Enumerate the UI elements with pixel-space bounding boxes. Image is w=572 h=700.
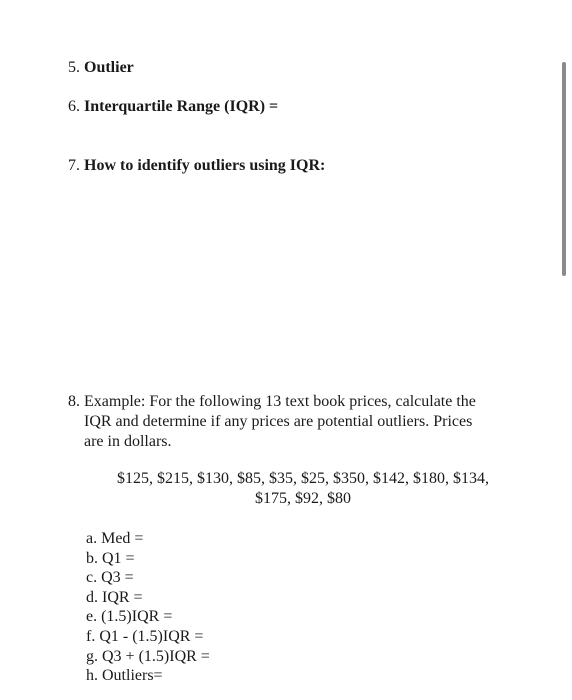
answer-parts-list bbox=[86, 529, 210, 686]
example-line-2: IQR and determine if any prices are potential outliers. Prices bbox=[84, 413, 473, 430]
question-7 bbox=[68, 156, 325, 176]
question-6 bbox=[68, 97, 278, 117]
question-7-title: How to identify outliers using IQR: bbox=[84, 157, 326, 174]
part-h: h. Outliers= bbox=[86, 667, 163, 685]
question-6-title: Interquartile Range (IQR) = bbox=[84, 98, 279, 115]
part-a: a. Med = bbox=[86, 530, 144, 547]
example-line-1: 8. Example: For the following 13 text book prices, calculate the bbox=[68, 393, 476, 410]
question-7-number: 7. bbox=[68, 157, 80, 174]
part-c: c. Q3 = bbox=[86, 569, 134, 587]
question-5 bbox=[68, 58, 134, 78]
question-5-number: 5. bbox=[68, 59, 80, 76]
part-g: g. Q3 + (1.5)IQR = bbox=[86, 647, 210, 665]
price-list-line-2: $175, $92, $80 bbox=[255, 490, 351, 507]
vertical-scrollbar[interactable] bbox=[562, 62, 566, 276]
example-line-3: are in dollars. bbox=[84, 433, 172, 450]
part-f: f. Q1 - (1.5)IQR = bbox=[86, 627, 204, 645]
example-8 bbox=[68, 392, 508, 452]
part-d: d. IQR = bbox=[86, 588, 143, 606]
price-list-line-1: $125, $215, $130, $85, $35, $25, $350, $142, $180, $134, bbox=[117, 470, 489, 487]
question-5-title: Outlier bbox=[84, 59, 134, 76]
price-list bbox=[68, 469, 538, 509]
part-b: b. Q1 = bbox=[86, 549, 135, 567]
part-e: e. (1.5)IQR = bbox=[86, 608, 173, 626]
question-6-number: 6. bbox=[68, 98, 80, 115]
